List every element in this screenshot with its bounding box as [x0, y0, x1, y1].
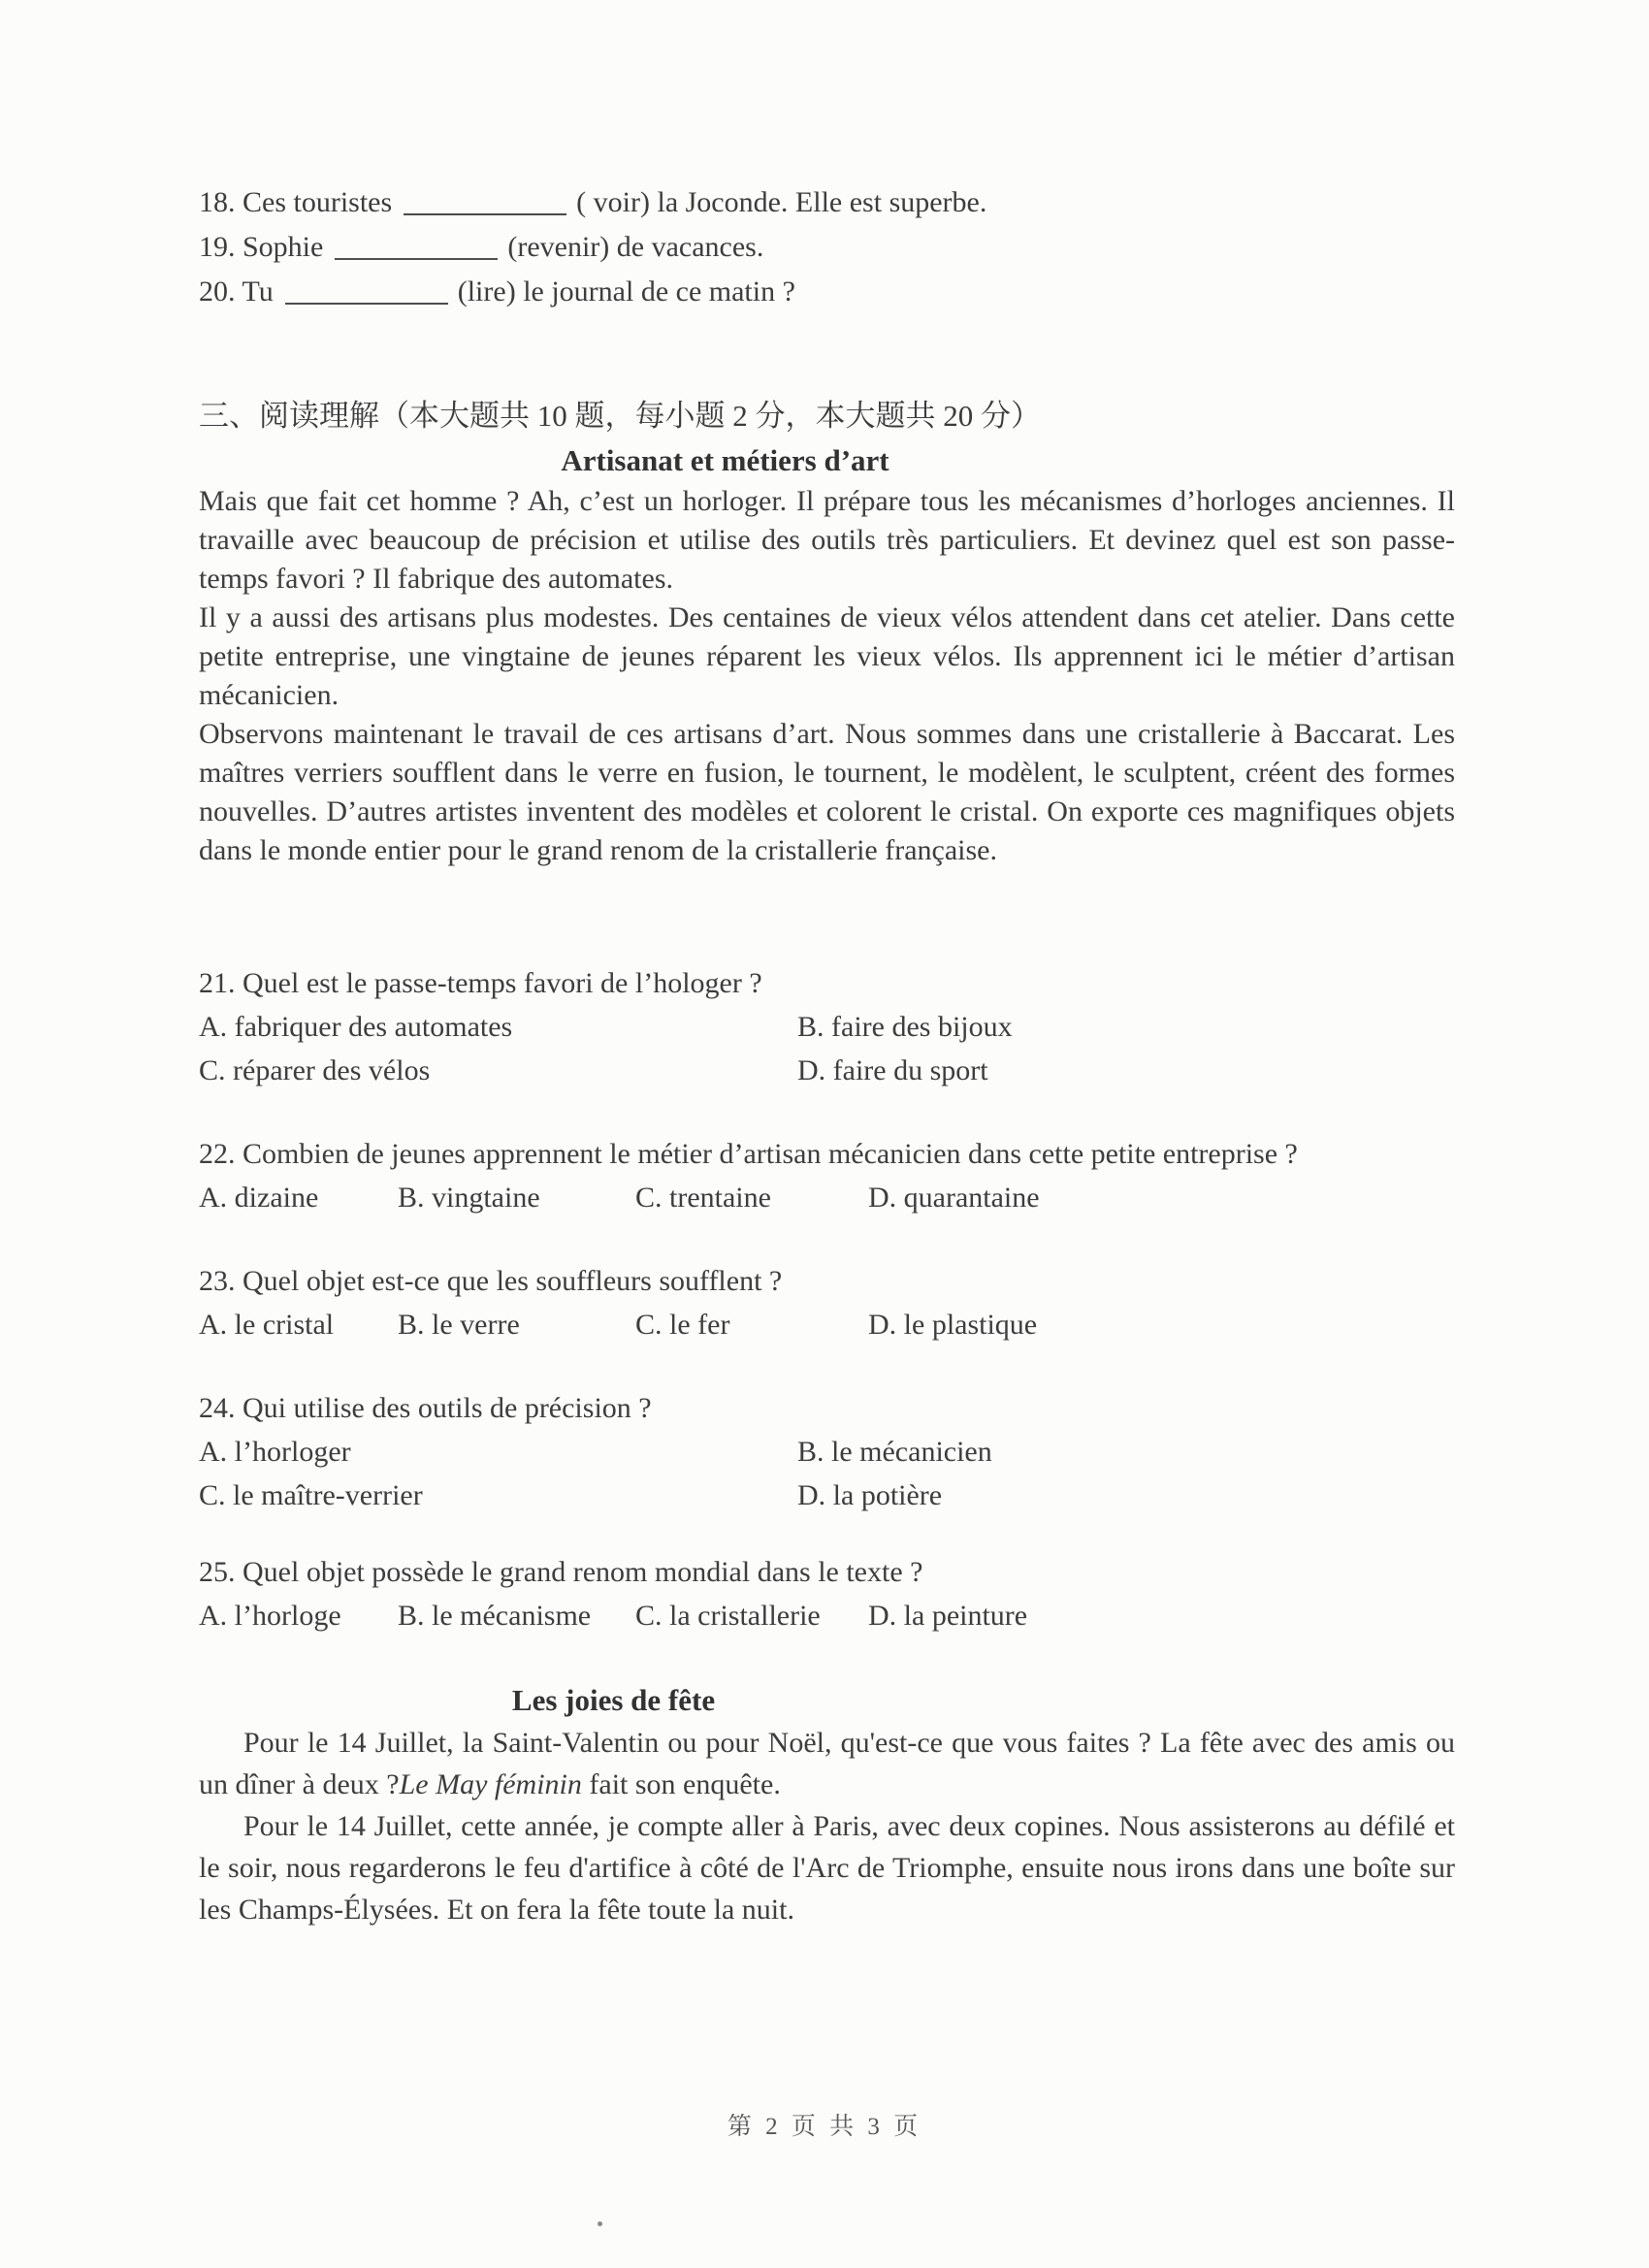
passage2-paragraph-1-post: fait son enquête.	[581, 1768, 781, 1800]
option-25-c: C. la cristallerie	[635, 1600, 821, 1632]
passage-paragraph-3: Observons maintenant le travail de ces artisans d’art. Nous sommes dans une cristallerie à Baccarat. Les maîtres verriers soufflent dans le verre en fusion, le tournent, le modèlent, le sculptent, créent des formes nouvelles. D’autres artistes inventent des modèles et colorent le cristal. On exporte ces magnifiques objets dans le monde entier pour le grand renom de la cristallerie française.	[199, 718, 1455, 866]
option-24-d: D. la potière	[797, 1479, 943, 1511]
fill-blank-question-18	[199, 180, 1455, 225]
question-23-options	[199, 1303, 1455, 1346]
passage-title-artisanat: Artisanat et métiers d’art	[561, 443, 889, 477]
option-24-a: A. l’horloger	[199, 1436, 351, 1468]
question-24	[199, 1386, 1455, 1517]
passage-title-les-joies-de-fete: Les joies de fête	[511, 1683, 716, 1717]
option-22-a: A. dizaine	[199, 1182, 319, 1214]
option-21-b: B. faire des bijoux	[797, 1011, 1013, 1043]
option-23-d: D. le plastique	[868, 1309, 1038, 1341]
question-21-text: 21. Quel est le passe-temps favori de l’hologer ?	[199, 967, 762, 999]
passage2-paragraph-1-pre: Pour le 14 Juillet, la Saint-Valentin ou pour Noël, qu'est-ce que vous faites ? La fête avec des amis ou un dîner à deux ?	[199, 1727, 1455, 1800]
option-22-c: C. trentaine	[635, 1182, 771, 1214]
question-18-post: ( voir) la Joconde. Elle est superbe.	[576, 186, 987, 218]
option-25-d: D. la peinture	[868, 1600, 1028, 1632]
question-18-pre: 18. Ces touristes	[199, 186, 393, 218]
option-25-a: A. l’horloge	[199, 1600, 341, 1632]
answer-blank-18	[404, 184, 566, 215]
option-23-c: C. le fer	[635, 1309, 730, 1341]
question-24-options-row-2	[199, 1474, 1455, 1517]
option-22-d: D. quarantaine	[868, 1182, 1040, 1214]
question-21-options-row-2	[199, 1049, 1455, 1092]
option-24-c: C. le maître-verrier	[199, 1479, 423, 1511]
option-24-b: B. le mécanicien	[797, 1436, 992, 1468]
option-22-b: B. vingtaine	[398, 1182, 540, 1214]
question-23-text: 23. Quel objet est-ce que les souffleurs soufflent ?	[199, 1265, 783, 1297]
passage-paragraph-1: Mais que fait cet homme ? Ah, c’est un horloger. Il prépare tous les mécanismes d’horloges anciennes. Il travaille avec beaucoup de précision et utilise des outils très particuliers. Et devinez quel est son passe-temps favori ? Il fabrique des automates.	[199, 485, 1455, 595]
question-22-text: 22. Combien de jeunes apprennent le métier d’artisan mécanicien dans cette petite entreprise ?	[199, 1138, 1298, 1170]
question-20-pre: 20. Tu	[199, 275, 274, 308]
option-23-b: B. le verre	[398, 1309, 520, 1341]
question-23	[199, 1259, 1455, 1346]
section-heading-reading-comprehension: 三、阅读理解（本大题共 10 题，每小题 2 分，本大题共 20 分）	[199, 399, 1041, 433]
option-21-c: C. réparer des vélos	[199, 1054, 431, 1086]
passage2-paragraph-2: Pour le 14 Juillet, cette année, je compte aller à Paris, avec deux copines. Nous assisterons au défilé et le soir, nous regarderons le feu d'artifice à côté de l'Arc de Triomphe, ensuite nous irons dans une boîte sur les Champs-Élysées. Et on fera la fête toute la nuit.	[199, 1810, 1455, 1926]
question-25-text: 25. Quel objet possède le grand renom mondial dans le texte ?	[199, 1556, 923, 1588]
option-23-a: A. le cristal	[199, 1309, 335, 1341]
answer-blank-19	[335, 229, 498, 260]
magazine-name-italic: Le May féminin	[399, 1768, 582, 1800]
option-25-b: B. le mécanisme	[398, 1600, 592, 1632]
option-21-a: A. fabriquer des automates	[199, 1011, 513, 1043]
question-22-options	[199, 1176, 1455, 1219]
fill-blank-question-20	[199, 270, 1455, 314]
question-24-text: 24. Qui utilise des outils de précision ?	[199, 1392, 652, 1424]
answer-blank-20	[285, 274, 448, 305]
page-content	[199, 180, 1455, 1930]
question-24-options-row-1	[199, 1430, 1455, 1474]
question-21	[199, 961, 1455, 1092]
passage-paragraph-2: Il y a aussi des artisans plus modestes. Des centaines de vieux vélos attendent dans cet atelier. Dans cette petite entreprise, une vingtaine de jeunes réparent les vieux vélos. Ils apprennent ici le métier d’artisan mécanicien.	[199, 601, 1455, 711]
footer-page-indicator: 第 2 页 共 3 页	[727, 2114, 922, 2140]
question-25	[199, 1550, 1455, 1637]
question-22	[199, 1132, 1455, 1219]
question-21-options-row-1	[199, 1005, 1455, 1049]
question-25-options	[199, 1594, 1455, 1637]
question-19-post: (revenir) de vacances.	[507, 231, 764, 263]
question-19-pre: 19. Sophie	[199, 231, 324, 263]
option-21-d: D. faire du sport	[797, 1054, 988, 1086]
question-20-post: (lire) le journal de ce matin ?	[457, 275, 795, 308]
passage2-paragraph-1	[199, 1722, 1455, 1805]
fill-blank-question-19	[199, 225, 1455, 270]
scan-artifact-dot	[598, 2221, 602, 2226]
